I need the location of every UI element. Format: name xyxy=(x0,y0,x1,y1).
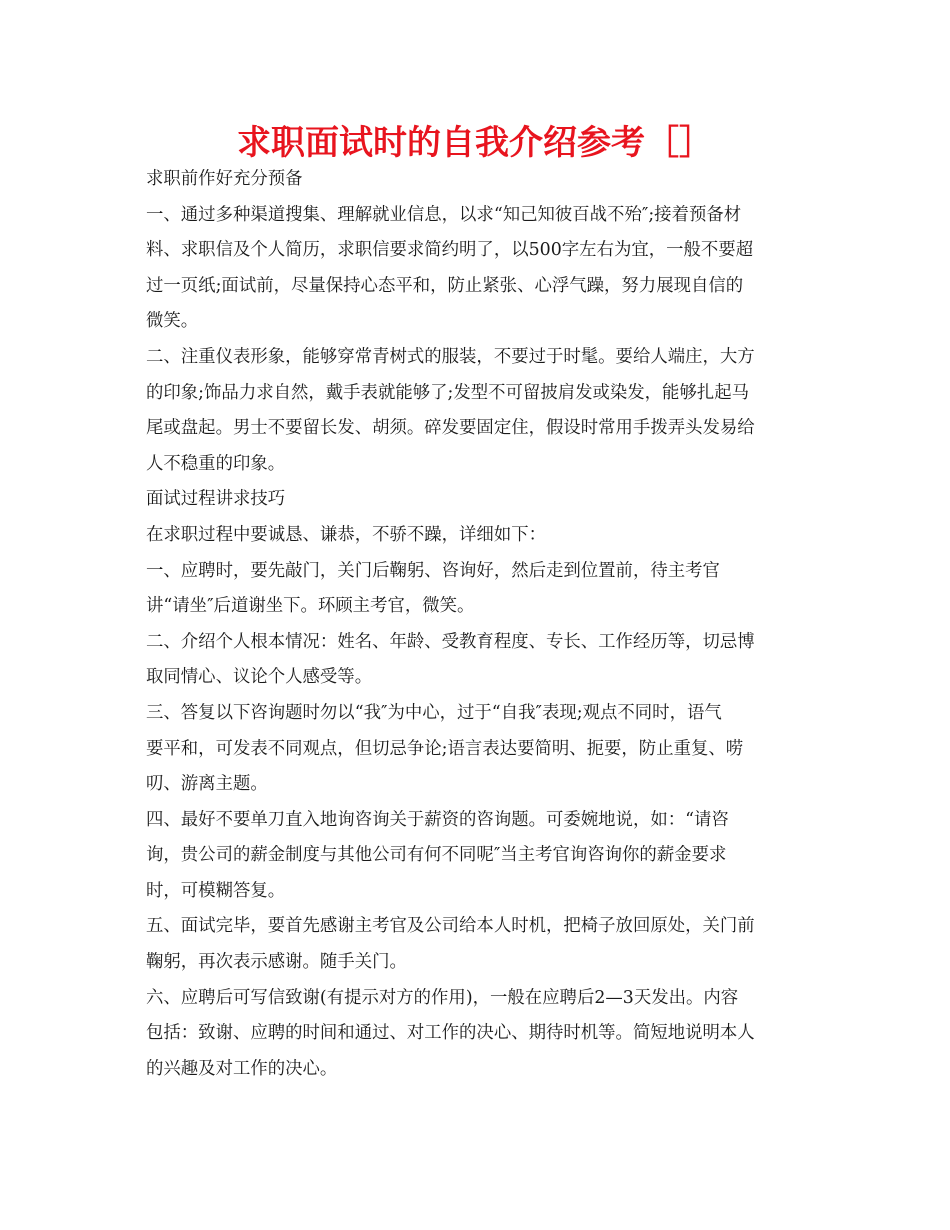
text-line: 六、应聘后可写信致谢(有提示对方的作用)，一般在应聘后2—3天发出。内容 xyxy=(146,987,739,1008)
text-line: 询，贵公司的薪金制度与其他公司有何不同呢″当主考官询咨询你的薪金要求 xyxy=(146,845,727,866)
text-line: 二、注重仪表形象，能够穿常青树式的服装，不要过于时髦。要给人端庄，大方 xyxy=(146,346,755,367)
text-line: 时，可模糊答复。 xyxy=(146,880,286,901)
text-line: 要平和，可发表不同观点，但切忌争论;语言表达要简明、扼要，防止重复、唠 xyxy=(146,738,744,759)
text-line: 尾或盘起。男士不要留长发、胡须。碎发要固定住，假设时常用手拨弄头发易给 xyxy=(146,418,755,439)
text-line: 取同情心、议论个人感受等。 xyxy=(146,667,373,688)
section-heading-interview-skills: 面试过程讲求技巧 xyxy=(146,489,286,510)
text-line: 五、面试完毕，要首先感谢主考官及公司给本人时机，把椅子放回原处，关门前 xyxy=(146,916,755,937)
text-line: 料、求职信及个人简历，求职信要求简约明了，以500字左右为宜，一般不要超 xyxy=(146,240,754,261)
text-line: 二、介绍个人根本情况：姓名、年龄、受教育程度、专长、工作经历等，切忌博 xyxy=(146,631,755,652)
text-line: 在求职过程中要诚恳、谦恭，不骄不躁，详细如下： xyxy=(146,524,546,545)
section-heading-preparation: 求职前作好充分预备 xyxy=(146,169,303,189)
text-line: 讲“请坐″后道谢坐下。环顾主考官，微笑。 xyxy=(146,596,475,617)
text-line: 鞠躬，再次表示感谢。随手关门。 xyxy=(146,952,407,973)
text-line: 四、最好不要单刀直入地询咨询关于薪资的咨询题。可委婉地说，如：“请咨 xyxy=(146,809,729,830)
text-line: 三、答复以下咨询题时勿以“我″为中心，过于“自我″表现;观点不同时，语气 xyxy=(146,702,722,723)
text-line: 的印象;饰品力求自然，戴手表就能够了;发型不可留披肩发或染发，能够扎起马 xyxy=(146,382,750,403)
text-line: 一、通过多种渠道搜集、理解就业信息，以求“知己知彼百战不殆″;接着预备材 xyxy=(146,204,742,225)
text-line: 人不稳重的印象。 xyxy=(146,453,286,474)
text-line: 一、应聘时，要先敲门，关门后鞠躬、咨询好，然后走到位置前，待主考官 xyxy=(146,560,720,581)
text-line: 包括：致谢、应聘的时间和通过、对工作的决心、期待时机等。简短地说明本人 xyxy=(146,1023,755,1044)
text-line: 过一页纸;面试前，尽量保持心态平和，防止紧张、心浮气躁，努力展现自信的 xyxy=(146,275,744,296)
document-title: 求职面试时的自我介绍参考［］ xyxy=(237,123,713,163)
text-line: 叨、游离主题。 xyxy=(146,774,268,795)
document-body xyxy=(146,162,806,1087)
text-line: 微笑。 xyxy=(146,311,199,332)
text-line: 的兴趣及对工作的决心。 xyxy=(146,1058,338,1079)
